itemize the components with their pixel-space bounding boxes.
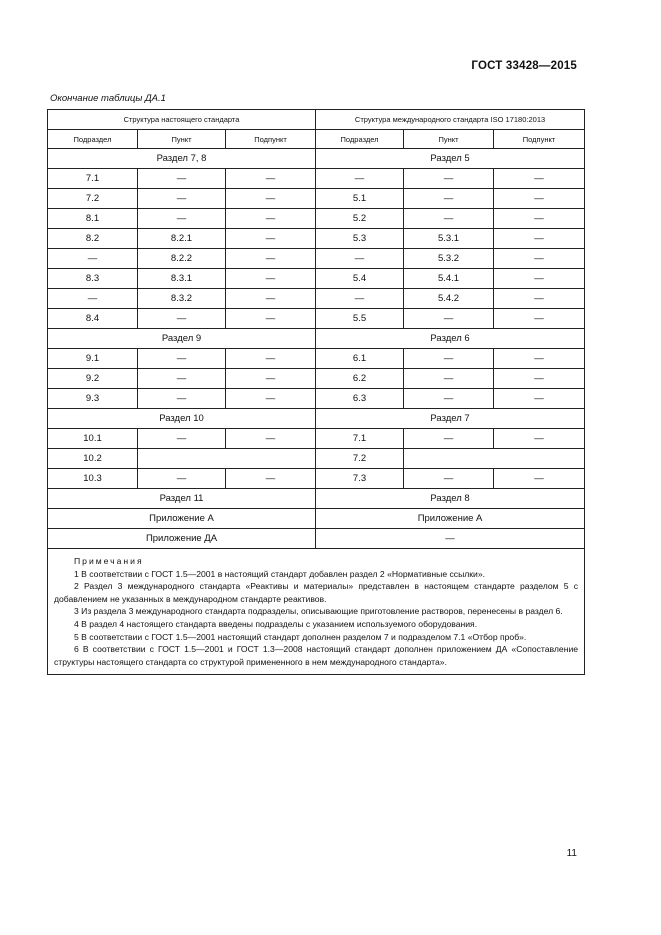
table-cell: — (48, 289, 138, 309)
note-item: 1 В соответствии с ГОСТ 1.5—2001 в настоящий стандарт добавлен раздел 2 «Нормативные ссылки». (74, 568, 486, 579)
table-cell: 5.1 (316, 189, 404, 209)
empty-cell (404, 449, 585, 469)
table-cell: — (226, 249, 316, 269)
table-cell: 9.1 (48, 349, 138, 369)
table-cell: 5.4.1 (404, 269, 494, 289)
table-cell: — (494, 189, 585, 209)
table-cell: — (226, 269, 316, 289)
section-heading-international: Раздел 7 (316, 409, 585, 429)
table-cell: 5.3.1 (404, 229, 494, 249)
table-cell: — (494, 369, 585, 389)
table-cell: — (404, 429, 494, 449)
table-cell: 5.4 (316, 269, 404, 289)
table-row (48, 309, 585, 329)
table-cell: — (226, 389, 316, 409)
table-cell: — (316, 249, 404, 269)
table-cell: — (494, 209, 585, 229)
table-cell: 8.2.1 (138, 229, 226, 249)
table-row (48, 189, 585, 209)
group-header-international: Структура международного стандарта ISO 17180:2013 (316, 110, 585, 130)
table-cell: 6.3 (316, 389, 404, 409)
table-cell: 10.3 (48, 469, 138, 489)
section-heading-national: Раздел 10 (48, 409, 316, 429)
section-row (48, 489, 585, 509)
table-row (48, 229, 585, 249)
table-cell: 5.3 (316, 229, 404, 249)
table-cell: — (494, 289, 585, 309)
table-cell: — (138, 349, 226, 369)
table-cell: — (494, 429, 585, 449)
table-cell: 10.1 (48, 429, 138, 449)
table-cell: — (138, 469, 226, 489)
table-cell: — (316, 289, 404, 309)
section-heading-national: Приложение А (48, 509, 316, 529)
section-heading-national: Приложение ДА (48, 529, 316, 549)
section-heading-international: Приложение А (316, 509, 585, 529)
column-header: Пункт (404, 130, 494, 149)
notes-row (48, 549, 585, 675)
section-row (48, 329, 585, 349)
table-row (48, 269, 585, 289)
group-header-national: Структура настоящего стандарта (48, 110, 316, 130)
table-cell: 8.3 (48, 269, 138, 289)
section-heading-national: Раздел 9 (48, 329, 316, 349)
table-cell: — (404, 309, 494, 329)
structure-comparison-table (47, 109, 585, 675)
table-cell: — (226, 229, 316, 249)
table-cell: — (494, 269, 585, 289)
table-row (48, 449, 585, 469)
table-row (48, 169, 585, 189)
section-row (48, 409, 585, 429)
table-cell: 9.2 (48, 369, 138, 389)
section-heading-national: Раздел 7, 8 (48, 149, 316, 169)
table-cell: — (138, 169, 226, 189)
table-cell: 8.3.1 (138, 269, 226, 289)
table-cell: — (404, 169, 494, 189)
table-cell: — (494, 309, 585, 329)
table-cell: 5.5 (316, 309, 404, 329)
table-cell: — (226, 469, 316, 489)
table-row (48, 209, 585, 229)
note-item: 2 Раздел 3 международного стандарта «Реактивы и материалы» представлен в настоящем стандарте разделом 5 с добавлением не указанных в международном стандарте реактивов. (54, 581, 579, 604)
table-cell: 8.2.2 (138, 249, 226, 269)
section-heading-international: — (316, 529, 585, 549)
table-cell: — (404, 189, 494, 209)
note-item: 6 В соответствии с ГОСТ 1.5—2001 и ГОСТ 1.3—2008 настоящий стандарт дополнен приложением ДА «Сопоставление структуры настоящего стандарта со структурой примененного в нем международного стандарта». (54, 644, 579, 667)
table-cell: 8.1 (48, 209, 138, 229)
table-cell: — (494, 229, 585, 249)
table-cell: — (226, 189, 316, 209)
table-cell: 8.2 (48, 229, 138, 249)
table-cell: — (404, 349, 494, 369)
column-header: Подпункт (494, 130, 585, 149)
table-row (48, 289, 585, 309)
column-header: Подраздел (316, 130, 404, 149)
section-row (48, 149, 585, 169)
table-cell: 8.4 (48, 309, 138, 329)
table-cell: — (138, 429, 226, 449)
empty-cell (138, 449, 316, 469)
table-cell: — (138, 189, 226, 209)
section-heading-international: Раздел 5 (316, 149, 585, 169)
table-cell: — (226, 429, 316, 449)
table-cell: 6.1 (316, 349, 404, 369)
table-cell: — (404, 209, 494, 229)
table-cell: — (138, 369, 226, 389)
table-cell: — (226, 369, 316, 389)
note-item: 3 Из раздела 3 международного стандарта подразделы, описывающие приготовление растворов, перенесены в раздел 6. (74, 606, 563, 617)
table-cell: 6.2 (316, 369, 404, 389)
table-cell: — (48, 249, 138, 269)
table-row (48, 429, 585, 449)
table-cell: — (404, 469, 494, 489)
table-cell: — (138, 389, 226, 409)
section-heading-international: Раздел 6 (316, 329, 585, 349)
table-cell: — (404, 389, 494, 409)
section-row (48, 529, 585, 549)
table-row (48, 369, 585, 389)
subsection-cell: 7.2 (316, 449, 404, 469)
table-cell: 7.3 (316, 469, 404, 489)
table-cell: — (226, 309, 316, 329)
table-row (48, 349, 585, 369)
subsection-cell: 10.2 (48, 449, 138, 469)
table-caption: Окончание таблицы ДА.1 (50, 93, 166, 104)
table-cell: — (316, 169, 404, 189)
page-number: 11 (566, 848, 577, 859)
table-cell: 9.3 (48, 389, 138, 409)
notes-title: Примечания (74, 556, 144, 566)
notes-cell (48, 549, 585, 675)
table-cell: — (494, 469, 585, 489)
section-heading-international: Раздел 8 (316, 489, 585, 509)
note-item: 4 В раздел 4 настоящего стандарта введены подразделы с указанием используемого оборудования. (74, 618, 478, 629)
table-cell: — (494, 389, 585, 409)
table-row (48, 389, 585, 409)
table-cell: — (138, 209, 226, 229)
column-header: Подпункт (226, 130, 316, 149)
section-heading-national: Раздел 11 (48, 489, 316, 509)
table-cell: 7.1 (48, 169, 138, 189)
table-cell: — (138, 309, 226, 329)
table-cell: 8.3.2 (138, 289, 226, 309)
group-header-row (48, 110, 585, 130)
document-code: ГОСТ 33428—2015 (471, 60, 577, 72)
table-cell: — (404, 369, 494, 389)
table-cell: — (226, 289, 316, 309)
table-cell: — (494, 349, 585, 369)
table-cell: — (226, 169, 316, 189)
table-cell: — (226, 209, 316, 229)
note-item: 5 В соответствии с ГОСТ 1.5—2001 настоящий стандарт дополнен разделом 7 и подразделом 7.1 «Отбор проб». (74, 631, 527, 642)
table-cell: 7.1 (316, 429, 404, 449)
table-cell: — (226, 349, 316, 369)
table-row (48, 469, 585, 489)
column-header-row (48, 130, 585, 149)
section-row (48, 509, 585, 529)
column-header: Подраздел (48, 130, 138, 149)
table-cell: 5.2 (316, 209, 404, 229)
table-row (48, 249, 585, 269)
table-cell: 5.4.2 (404, 289, 494, 309)
table-cell: 7.2 (48, 189, 138, 209)
table-cell: 5.3.2 (404, 249, 494, 269)
table-cell: — (494, 249, 585, 269)
table-cell: — (494, 169, 585, 189)
column-header: Пункт (138, 130, 226, 149)
